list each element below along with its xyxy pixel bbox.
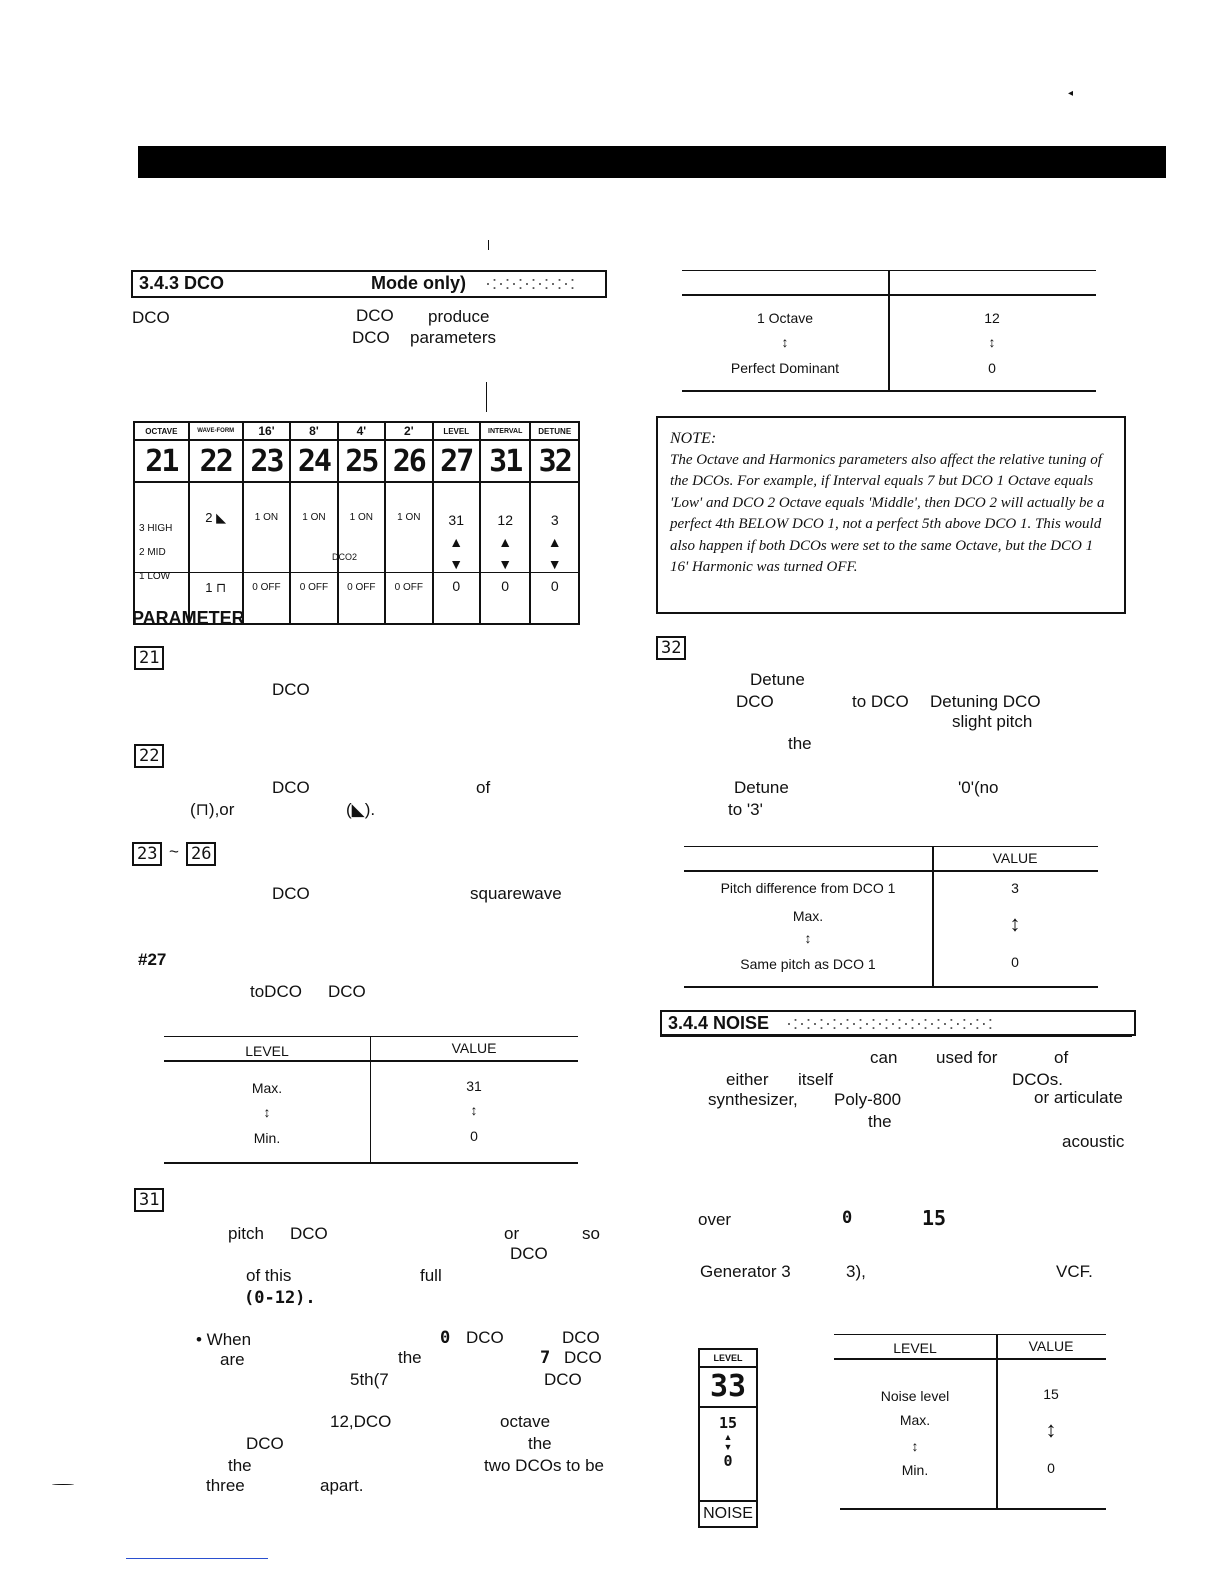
p31-word: apart. [320,1476,364,1495]
noise-word: DCOs. [1012,1070,1063,1089]
waveform-saw: 2 ◣ [205,510,227,525]
p32-word: Detune [750,670,805,689]
p23-word: DCO [272,884,310,903]
parameter-heading: PARAMETER [132,608,245,628]
param-32-code: 32 [656,636,686,660]
level-table-cell: 31 [466,1078,482,1094]
param-23-code: 23 [132,842,162,866]
p31-word: two DCOs to be [484,1456,604,1475]
detune-table-header: VALUE [992,850,1038,866]
level-table-cell: ↕ [263,1104,271,1120]
param-22-code: 22 [134,744,164,768]
panel-code: 23 [243,440,290,482]
noise-word: 0 [842,1208,853,1228]
p31-word: 7 [540,1348,551,1368]
p27-word: DCO [328,982,366,1001]
detune-values: 3 ▲ ▼ 0 [530,482,579,624]
p22-word: (⊓),or [190,800,235,819]
interval-table-cell: ↕ [781,334,789,350]
panel-header: 2' [385,422,432,440]
panel-header: 8' [290,422,337,440]
noise-word: VCF. [1056,1262,1093,1281]
detune-table-cell: Max. [792,908,824,924]
noise-word: either [726,1070,769,1089]
octave-high: 3 HIGH [139,523,173,534]
intro-word: DCO [352,328,390,347]
p31-word: full [420,1266,442,1285]
noise-table-cell: Noise level [880,1388,950,1404]
p32-word: '0'(no [958,778,999,797]
section-343-heading: 3.4.3 DCO Mode only) ·:·:·:·:·:·:·: [131,270,607,298]
panel-code: 26 [385,440,432,482]
noise-panel-code: 33 [700,1368,756,1408]
noise-table-cell: Min. [901,1462,929,1478]
noise-panel-min: 0 [723,1452,733,1470]
noise-table-header: VALUE [1028,1338,1074,1354]
level-max: 31 [448,512,464,528]
interval-table-cell: Perfect Dominant [730,360,840,376]
section-343-title: 3.4.3 DCO [139,273,225,293]
level-table-cell: Max. [251,1080,283,1096]
interval-table-cell: 0 [988,360,996,376]
p21-word: DCO [272,680,310,699]
panel-header: 16' [243,422,290,440]
p31-word: (0-12). [244,1288,316,1308]
noise-panel: LEVEL 33 15 ▲ ▼ 0 NOISE [698,1348,758,1528]
interval-table-cell: ↕ [988,334,996,350]
dco2-panel [133,421,580,625]
intro-word: DCO [132,308,170,327]
interval-table-cell: 12 [984,310,1000,326]
noise-table-cell: Max. [899,1412,931,1428]
interval-max: 12 [497,512,513,528]
panel-code: 24 [290,440,337,482]
p31-word: • When [196,1330,252,1349]
noise-word: of [1054,1048,1069,1067]
param-26-code: 26 [186,842,216,866]
harmonic-8-values [290,482,337,624]
p22-word: DCO [272,778,310,797]
note-box [656,416,1126,614]
level-table-header: VALUE [451,1040,497,1056]
p31-word: DCO [564,1348,602,1367]
note-text: The Octave and Harmonics parameters also affect the relative tuning of the DCOs. For example, if Interval equals 7 but DCO 1 Octave equals 'Low' and DCO 2 Octave equals 'Middle', then DCO 2 will actually be a perfect 4th BELOW DCO 1, not a perfect 5th above DCO 1. This would also happen if both DCOs were set to the same Octave, but the DCO 1 16' Harmonic was turned OFF. [670,451,1105,575]
stray-tick [488,240,489,250]
noise-table-cell: 0 [1047,1460,1055,1476]
harmonic-2-values [385,482,432,624]
noise-table-cell: ↕ [1045,1417,1057,1442]
octave-low: 1 LOW [139,571,171,582]
detune-table-cell: ↕ [1009,911,1021,936]
p31-word: or [504,1224,520,1243]
level-table-cell: Min. [253,1130,281,1146]
p32-word: DCO [736,692,774,711]
noise-word: over [698,1210,732,1229]
waveform-square: 1 ⊓ [205,580,227,595]
p31-word: DCO [544,1370,582,1389]
interval-values: 12 ▲ ▼ 0 [480,482,531,624]
p32-word: to '3' [728,800,763,819]
octave-values [134,482,189,624]
panel-footer-label: DCO2 [332,552,358,562]
harmonic-on: 1 ON [349,512,374,523]
panel-code: 27 [433,440,480,482]
noise-word: 15 [922,1206,947,1230]
interval-table-cell: 1 Octave [756,310,814,326]
harmonic-on: 1 ON [254,512,279,523]
noise-word: 3), [846,1262,866,1281]
noise-word: Generator 3 [700,1262,791,1281]
param-21-code: 21 [134,646,164,670]
param-27-code: #27 [138,950,167,969]
p31-word: the [228,1456,252,1475]
p22-word: of [476,778,491,797]
waveform-values [189,482,243,624]
param-31-code: 31 [134,1188,164,1212]
harmonic-off: 0 OFF [299,582,329,593]
section-343-mode: Mode only) [371,273,466,293]
panel-header: INTERVAL [480,422,531,440]
note-label: NOTE: [670,430,717,447]
noise-word: used for [936,1048,998,1067]
p31-word: three [206,1476,245,1495]
panel-header: OCTAVE [134,422,189,440]
section-344-title: 3.4.4 NOISE [668,1013,770,1033]
p31-word: are [220,1350,245,1369]
panel-header: DETUNE [530,422,579,440]
detune-table-cell: 0 [1011,954,1019,970]
noise-panel-bottom: NOISE [700,1500,756,1526]
noise-word: acoustic [1062,1132,1125,1151]
detune-table-cell: Pitch difference from DCO 1 [720,880,896,896]
p31-word: DCO [562,1328,600,1347]
level-min: 0 [452,578,461,594]
section-344-heading: 3.4.4 NOISE ·:·:·:·:·:·:·:·:·:·:·:·:·:·:·:·: [660,1010,1136,1036]
noise-word: or articulate [1034,1088,1123,1107]
p31-word: DCO [246,1434,284,1453]
noise-word: the [868,1112,892,1131]
panel-header: LEVEL [433,422,480,440]
panel-code: 21 [134,440,189,482]
noise-panel-top: LEVEL [700,1350,756,1368]
noise-word: Poly-800 [834,1090,902,1109]
detune-table-cell: Same pitch as DCO 1 [740,956,876,972]
level-values: 31 ▲ ▼ 0 [433,482,480,624]
p31-word: DCO [290,1224,328,1243]
corner-mark: ◂ [1068,88,1074,99]
noise-table-cell: 15 [1043,1386,1059,1402]
harmonic-on: 1 ON [302,512,326,523]
p31-word: so [582,1224,600,1243]
noise-table-header: LEVEL [893,1340,937,1356]
harmonic-16-values [243,482,290,624]
panel-header: WAVE-FORM [189,422,243,440]
panel-code: 25 [338,440,385,482]
noise-word: itself [798,1070,833,1089]
header-bar [138,146,1166,178]
p27-word: toDCO [250,982,302,1001]
harmonic-on: 1 ON [397,512,421,523]
panel-code: 32 [530,440,579,482]
p31-word: DCO [510,1244,548,1263]
detune-max: 3 [550,512,559,528]
panel-header: 4' [338,422,385,440]
p31-word: octave [500,1412,551,1431]
p31-word: of this [246,1266,292,1285]
detune-table-cell: ↕ [804,930,812,946]
noise-table-cell: ↕ [911,1438,919,1454]
intro-word: parameters [410,328,496,347]
level-table-cell: ↕ [470,1102,478,1118]
p22-word: (◣). [346,800,376,819]
p31-word: 5th(7 [350,1370,389,1389]
p31-word: pitch [228,1224,264,1243]
harmonic-off: 0 OFF [394,582,423,593]
octave-mid: 2 MID [139,547,166,558]
p31-word: 12,DCO [330,1412,392,1431]
harmonic-off: 0 OFF [252,582,281,593]
p31-word: DCO [466,1328,504,1347]
harmonic-off: 0 OFF [347,582,376,593]
interval-min: 0 [501,578,510,594]
noise-word: can [870,1048,898,1067]
panel-code: 22 [189,440,243,482]
detune-min: 0 [550,578,559,594]
level-table-cell: 0 [470,1128,478,1144]
p23-word: squarewave [470,884,562,903]
intro-word: DCO [356,306,394,325]
p32-word: the [788,734,812,753]
level-table-header: LEVEL [245,1043,289,1059]
detune-table-cell: 3 [1011,880,1019,896]
p31-word: the [528,1434,552,1453]
p32-word: Detune [734,778,789,797]
p32-word: to DCO [852,692,909,711]
noise-word: synthesizer, [708,1090,798,1109]
p32-word: Detuning DCO [930,692,1041,711]
p31-word: the [398,1348,422,1367]
panel-code: 31 [480,440,531,482]
noise-panel-max: 15 [718,1414,738,1432]
intro-word: produce [428,307,490,326]
p31-word: 0 [440,1328,451,1348]
p32-word: slight pitch [952,712,1033,731]
